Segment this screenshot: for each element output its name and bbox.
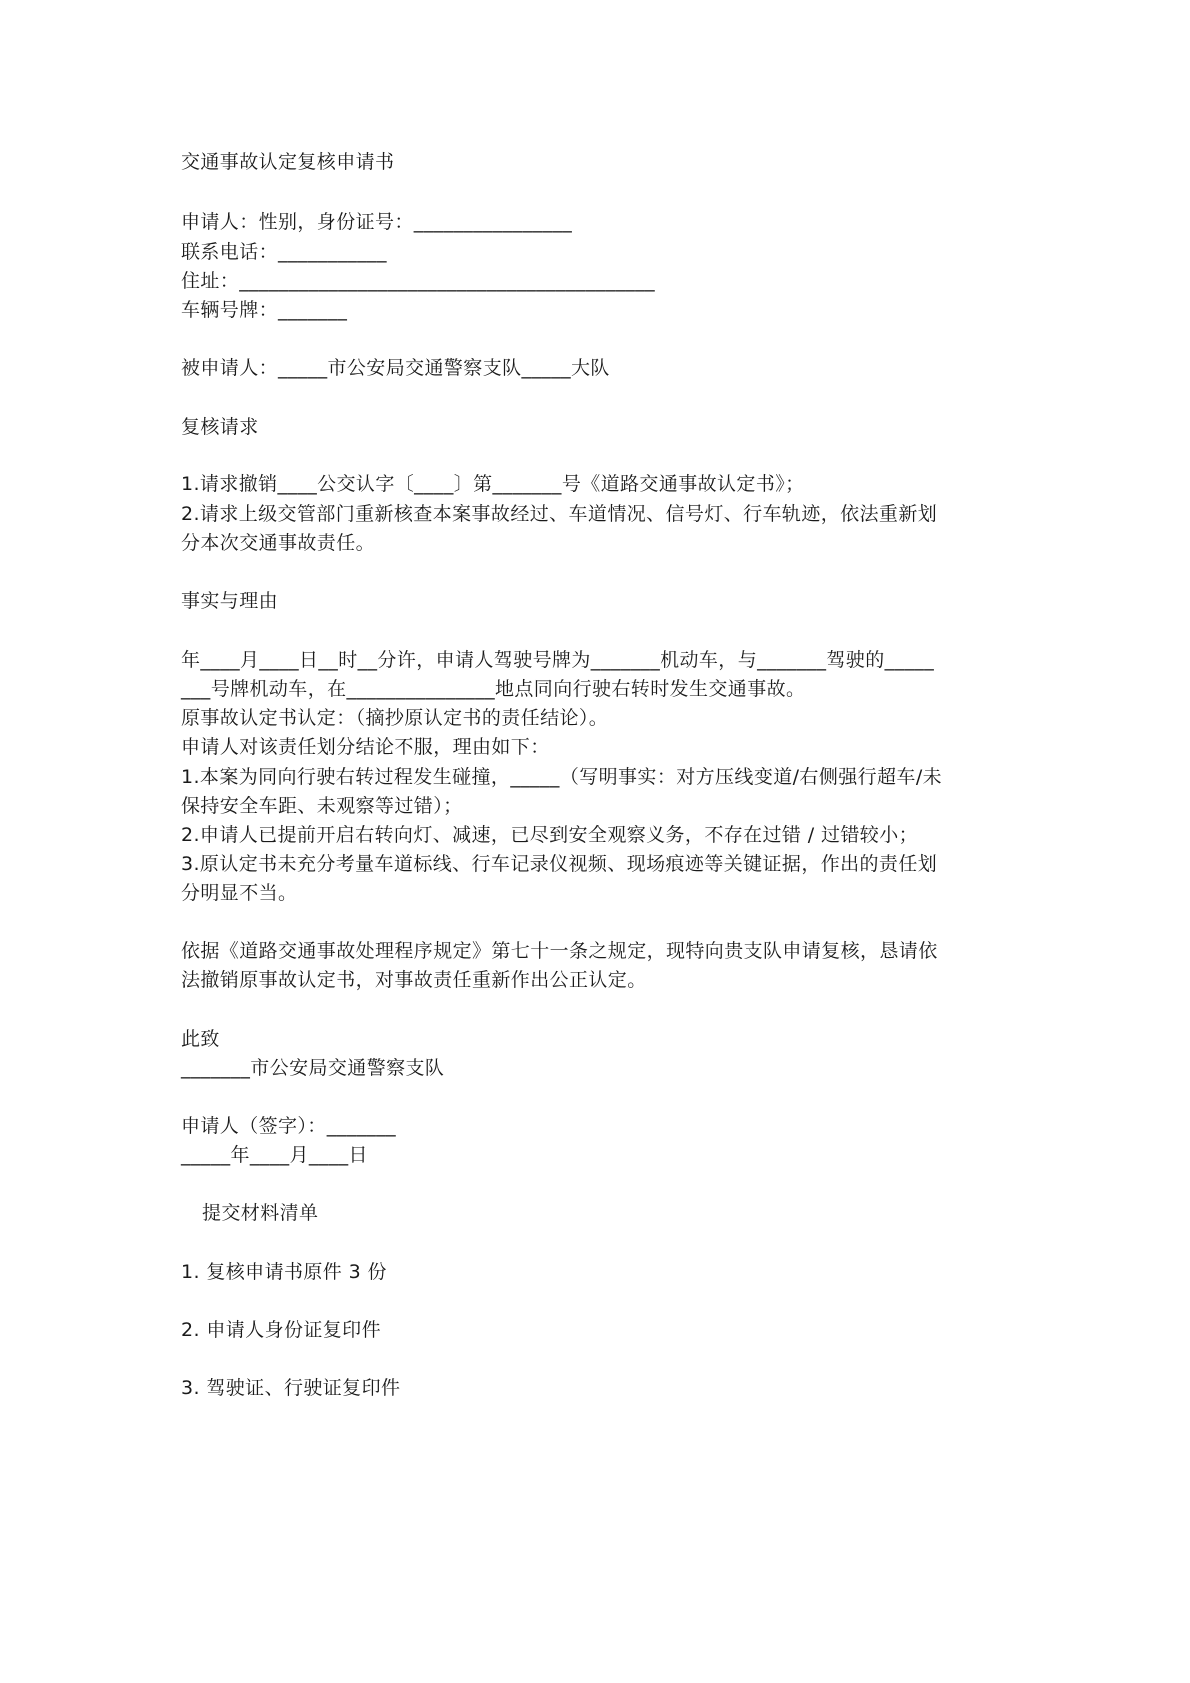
signature-line: 申请人（签字）：_______ — [181, 1115, 397, 1137]
materials-item: 2. 申请人身份证复印件 — [181, 1319, 381, 1341]
materials-item: 3. 驾驶证、行驶证复印件 — [181, 1377, 401, 1399]
facts-line: 2.申请人已提前开启右转向灯、减速，已尽到安全观察义务，不存在过错 / 过错较小； — [181, 824, 919, 846]
facts-line: 原事故认定书认定：（摘抄原认定书的责任结论）。 — [181, 707, 609, 729]
request-line: 分本次交通事故责任。 — [181, 532, 376, 554]
closing-salutation: 此致 — [181, 1028, 220, 1050]
materials-heading: 提交材料清单 — [202, 1202, 319, 1224]
facts-line: 1.本案为同向行驶右转过程发生碰撞，_____（写明事实：对方压线变道/右侧强行超车/未 — [181, 766, 943, 788]
facts-line: 分明显不当。 — [181, 882, 298, 904]
signature-date: _____年____月____日 — [181, 1144, 368, 1166]
facts-line: 3.原认定书未充分考量车道标线、行车记录仪视频、现场痕迹等关键证据，作出的责任划 — [181, 853, 938, 875]
basis-line: 法撤销原事故认定书，对事故责任重新作出公正认定。 — [181, 969, 647, 991]
applicant-address-line: 住址：__________________________________________ — [181, 270, 655, 292]
facts-line: ___号牌机动车，在_______________地点同向行驶右转时发生交通事故。 — [181, 678, 806, 700]
basis-line: 依据《道路交通事故处理程序规定》第七十一条之规定，现特向贵支队申请复核，恳请依 — [181, 940, 938, 962]
document-title: 交通事故认定复核申请书 — [181, 151, 395, 173]
materials-item: 1. 复核申请书原件 3 份 — [181, 1261, 387, 1283]
request-line: 1.请求撤销____公交认字〔____〕第_______号《道路交通事故认定书》； — [181, 473, 805, 495]
applicant-id-line: 申请人：性别，身份证号：________________ — [181, 211, 573, 233]
applicant-plate-line: 车辆号牌：_______ — [181, 299, 348, 321]
closing-recipient: _______市公安局交通警察支队 — [181, 1057, 445, 1079]
facts-line: 保持安全车距、未观察等过错）； — [181, 795, 463, 817]
applicant-phone-line: 联系电话：___________ — [181, 241, 387, 263]
facts-heading: 事实与理由 — [181, 590, 279, 612]
request-line: 2.请求上级交管部门重新核查本案事故经过、车道情况、信号灯、行车轨迹，依法重新划 — [181, 503, 938, 525]
facts-line: 年____月____日__时__分许，申请人驾驶号牌为_______机动车，与_______驾驶的_____ — [181, 649, 935, 671]
request-heading: 复核请求 — [181, 416, 259, 438]
respondent-line: 被申请人：_____市公安局交通警察支队_____大队 — [181, 357, 610, 379]
facts-line: 申请人对该责任划分结论不服，理由如下： — [181, 736, 550, 758]
